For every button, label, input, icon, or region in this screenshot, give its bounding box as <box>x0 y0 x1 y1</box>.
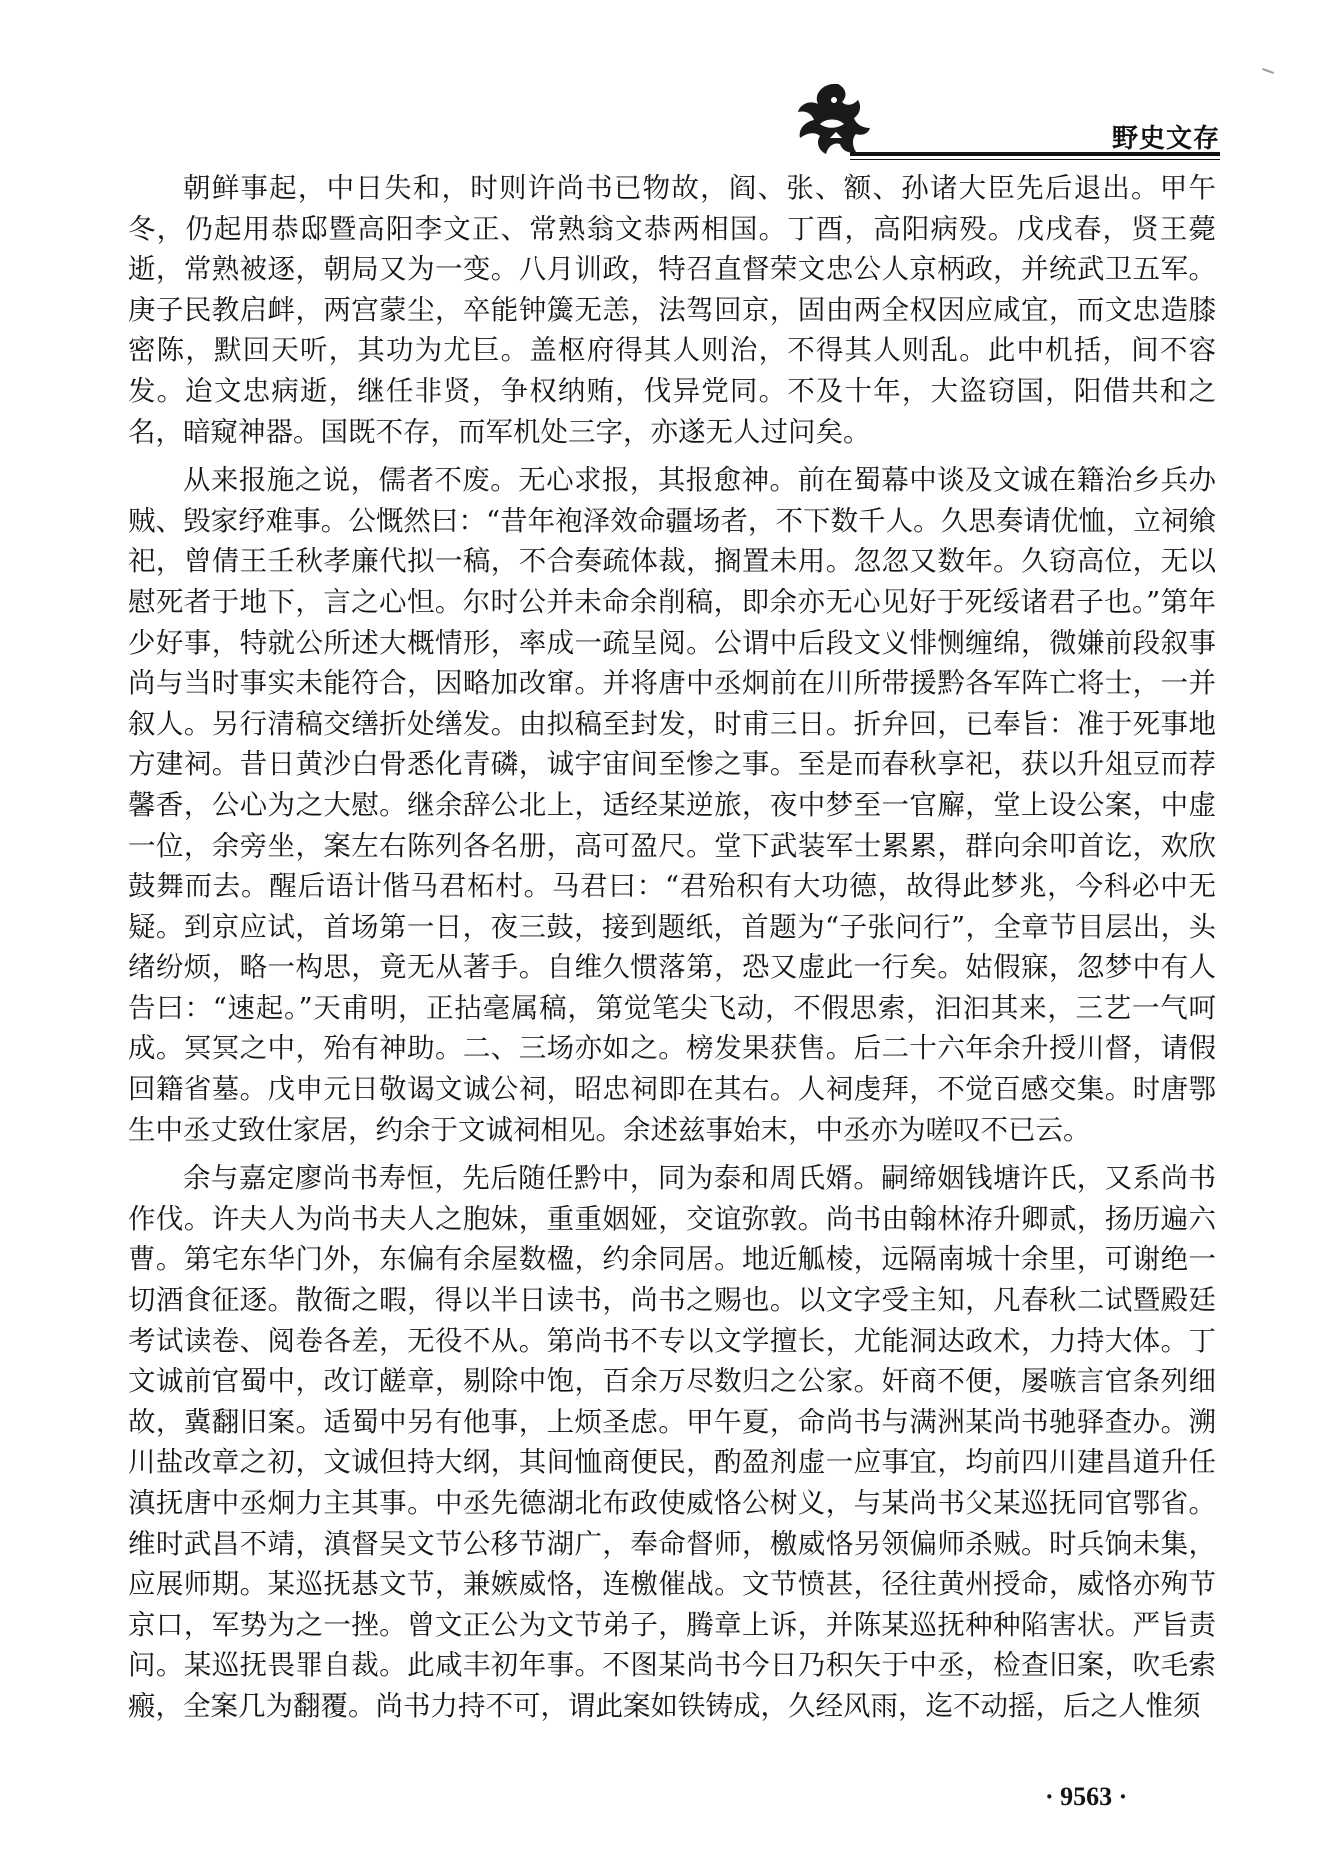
header-title: 野史文存 <box>1111 124 1220 154</box>
header-rule-thin <box>850 159 1220 160</box>
header-rule-thick <box>850 152 1220 156</box>
paragraph-3: 余与嘉定廖尚书寿恒，先后随任黔中，同为泰和周氏婿。嗣缔姻钱塘许氏，又系尚书作伐。许夫人为尚书夫人之胞妹，重重姻娅，交谊弥敦。尚书由翰林洊升卿贰，扬历遍六曹。第宅东华门外，东偏有余屋数楹，约余同居。地近觚棱，远隔南城十余里，可谢绝一切酒食征逐。散衙之暇，得以半日读书，尚书之赐也。以文字受主知，凡春秋二试暨殿廷考试读卷、阅卷各差，无役不从。第尚书不专以文学擅长，尤能洞达政术，力持大体。丁文诚前官蜀中，改订鹾章，剔除中饱，百余万尽数归之公家。奸商不便，屡嗾言官条列细故，冀翻旧案。适蜀中另有他事，上烦圣虑。甲午夏，命尚书与满洲某尚书驰驿查办。溯川盐改章之初，文诚但持大纲，其间恤商便民，酌盈剂虚一应事宜，均前四川建昌道升任滇抚唐中丞炯力主其事。中丞先德湖北布政使威恪公树义，与某尚书父某巡抚同官鄂省。维时武昌不靖，滇督吴文节公移节湖广，奉命督师，檄威恪另领偏师杀贼。时兵饷未集，应展师期。某巡抚惎文节，兼嫉威恪，连檄催战。文节愤甚，径往黄州授命，威恪亦殉节京口，军势为之一挫。曾文正公为文节弟子，腾章上诉，并陈某巡抚种种陷害状。严旨责问。某巡抚畏罪自裁。此咸丰初年事。不图某尚书今日乃积矢于中丞，检查旧案，吹毛索瘢，全案几为翻覆。尚书力持不可，谓此案如铁铸成，久经风雨，迄不动摇，后之人惟须 <box>128 1162 1216 1722</box>
running-header <box>780 78 1220 160</box>
margin-mark <box>1262 68 1274 74</box>
paragraph-1: 朝鲜事起，中日失和，时则许尚书已物故，阎、张、额、孙诸大臣先后退出。甲午冬，仍起用恭邸暨高阳李文正、常熟翁文恭两相国。丁酉，高阳病殁。戊戌春，贤王薨逝，常熟被逐，朝局又为一变。八月训政，特召直督荣文忠公人京柄政，并统武卫五军。庚子民教启衅，两宫蒙尘，卒能钟簴无恙，法驾回京，固由两全权因应咸宜，而文忠造膝密陈，默回天听，其功为尤巨。盖枢府得其人则治，不得其人则乱。此中机括，间不容发。迨文忠病逝，继任非贤，争权纳贿，伐异党同。不及十年，大盗窃国，阳借共和之名，暗窥神器。国既不存，而军机处三字，亦遂无人过问矣。 <box>128 172 1216 448</box>
body-text <box>128 168 1216 1727</box>
page-number: · 9563 · <box>1045 1782 1128 1811</box>
dragon-emblem-icon <box>790 78 874 158</box>
paragraph-2: 从来报施之说，儒者不废。无心求报，其报愈神。前在蜀幕中谈及文诚在籍治乡兵办贼、毁家纾难事。公慨然曰：“昔年袍泽效命疆场者，不下数千人。久思奏请优恤，立祠飨祀，曾倩王壬秋孝廉代拟一稿，不合奏疏体裁，搁置未用。忽忽又数年。久窃高位，无以慰死者于地下，言之心怛。尔时公并未命余削稿，即余亦无心见好于死绥诸君子也。”第年少好事，特就公所述大概情形，率成一疏呈阅。公谓中后段文义悱恻缠绵，微嫌前段叙事尚与当时事实未能符合，因略加改窜。并将唐中丞炯前在川所带援黔各军阵亡将士，一并叙人。另行清稿交缮折处缮发。由拟稿至封发，时甫三日。折弁回，已奉旨：准于死事地方建祠。昔日黄沙白骨悉化青磷，诚宇宙间至惨之事。至是而春秋享祀，获以升俎豆而荐馨香，公心为之大慰。继余辞公北上，适经某逆旅，夜中梦至一官廨，堂上设公案，中虚一位，余旁坐，案左右陈列各名册，高可盈尺。堂下武装军士累累，群向余叩首讫，欢欣鼓舞而去。醒后语计偕马君柘村。马君曰：“君殆积有大功德，故得此梦兆，今科必中无疑。到京应试，首场第一日，夜三鼓，接到题纸，首题为“子张问行”，全章节目层出，头绪纷烦，略一构思，竟无从著手。自维久惯落第，恐又虚此一行矣。姑假寐，忽梦中有人告曰：“速起。”天甫明，正拈毫属稿，第觉笔尖飞动，不假思索，汩汩其来，三艺一气呵成。冥冥之中，殆有神助。二、三场亦如之。榜发果获售。后二十六年余升授川督，请假回籍省墓。戊申元日敬谒文诚公祠，昭忠祠即在其右。人祠虔拜，不觉百感交集。时唐鄂生中丞丈致仕家居，约余于文诚祠相见。余述兹事始末，中丞亦为嗟叹不已云。 <box>128 464 1216 1146</box>
